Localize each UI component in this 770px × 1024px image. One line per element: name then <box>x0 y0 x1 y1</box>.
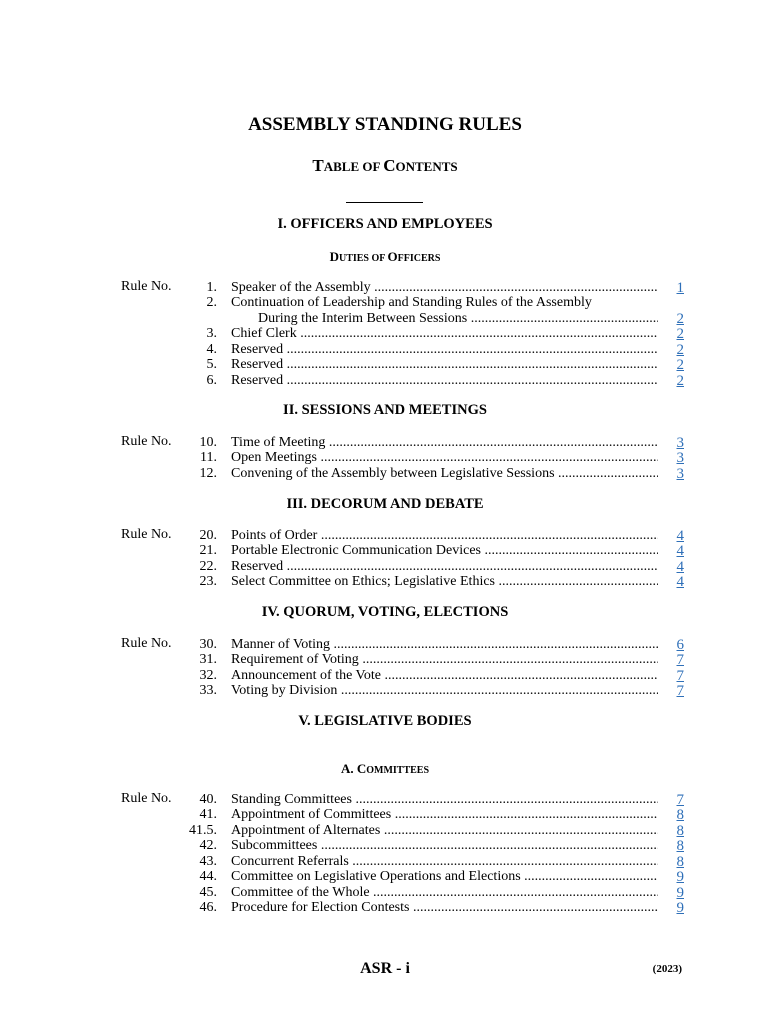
toc-row <box>0 900 770 916</box>
toc-heading-cap-c: C <box>383 156 396 175</box>
page-link[interactable]: 1 <box>676 280 684 296</box>
rule-number: 4. <box>206 342 217 357</box>
page-link[interactable]: 3 <box>676 435 684 451</box>
page-link[interactable]: 7 <box>676 652 684 668</box>
page-link[interactable]: 3 <box>676 466 684 482</box>
rule-number: 12. <box>199 466 217 481</box>
rule-no-label: Rule No. <box>121 791 172 806</box>
rule-number: 22. <box>199 559 217 574</box>
rule-title: Points of Order ..... <box>231 528 658 544</box>
rule-title: Committee of the Whole ..... <box>231 885 658 901</box>
toc-row <box>0 311 770 327</box>
rule-number: 40. <box>199 792 217 807</box>
rule-title: Reserved ..... <box>231 559 658 575</box>
subheading-small: OMMITTEES <box>366 765 430 776</box>
rule-title: Requirement of Voting ..... <box>231 652 658 668</box>
subheading-letter: A. <box>340 761 357 776</box>
toc-row <box>0 823 770 839</box>
rule-title: Standing Committees ..... <box>231 792 658 808</box>
rule-no-label: Rule No. <box>121 434 172 449</box>
rule-number: 45. <box>199 885 217 900</box>
page-link[interactable]: 3 <box>676 450 684 466</box>
rule-title: Concurrent Referrals ..... <box>231 854 658 870</box>
toc-row <box>0 637 770 653</box>
toc-row <box>0 668 770 684</box>
rule-title: Committee on Legislative Operations and Elections ..... <box>231 869 658 885</box>
rule-title: Time of Meeting ..... <box>231 435 658 451</box>
rule-title: Appointment of Alternates ..... <box>231 823 658 839</box>
rule-number: 41. <box>199 807 217 822</box>
rule-title: Announcement of the Vote ..... <box>231 668 658 684</box>
page-link[interactable]: 2 <box>676 326 684 342</box>
rule-title: Portable Electronic Communication Devices ..... <box>231 543 658 559</box>
subheading-small-2: FFICERS <box>397 253 441 264</box>
page-link[interactable]: 4 <box>676 543 684 559</box>
page-link[interactable]: 4 <box>676 559 684 575</box>
rule-title: Subcommittees ..... <box>231 838 658 854</box>
subheading-cap-d: D <box>329 249 339 264</box>
toc-row <box>0 435 770 451</box>
page-link[interactable]: 7 <box>676 792 684 808</box>
document-title: ASSEMBLY STANDING RULES <box>248 114 522 135</box>
rule-number: 21. <box>199 543 217 558</box>
rule-number: 32. <box>199 668 217 683</box>
rule-number: 41.5. <box>189 823 217 838</box>
toc-row <box>0 326 770 342</box>
section-heading-5: V. LEGISLATIVE BODIES <box>298 713 472 729</box>
section-heading-4: IV. QUORUM, VOTING, ELECTIONS <box>261 604 509 620</box>
rule-title: Continuation of Leadership and Standing Rules of the Assembly <box>231 295 592 310</box>
rule-number: 42. <box>199 838 217 853</box>
rule-title: Manner of Voting ..... <box>231 637 658 653</box>
toc-row <box>0 466 770 482</box>
rule-number: 30. <box>199 637 217 652</box>
rule-title: Convening of the Assembly between Legislative Sessions ..... <box>231 466 658 482</box>
page-link[interactable]: 8 <box>676 838 684 854</box>
rule-number: 3. <box>206 326 217 341</box>
toc-row <box>0 885 770 901</box>
page-link[interactable]: 2 <box>676 311 684 327</box>
toc-row <box>0 450 770 466</box>
page-number-label: ASR - i <box>360 960 410 977</box>
rule-no-label: Rule No. <box>121 527 172 542</box>
rule-title: Select Committee on Ethics; Legislative Ethics ..... <box>231 574 658 590</box>
toc-row <box>0 280 770 296</box>
toc-row <box>0 807 770 823</box>
rule-number: 20. <box>199 528 217 543</box>
subheading-small-1: UTIES OF <box>338 253 388 264</box>
toc-heading-small-1: ABLE OF <box>323 159 384 174</box>
toc-row <box>0 869 770 885</box>
page-link[interactable]: 9 <box>676 900 684 916</box>
rule-title-continued: During the Interim Between Sessions ..... <box>258 311 658 327</box>
page-link[interactable]: 7 <box>676 683 684 699</box>
page-link[interactable]: 2 <box>676 342 684 358</box>
rule-no-label: Rule No. <box>121 279 172 294</box>
toc-row <box>0 652 770 668</box>
subheading-committees <box>0 761 770 777</box>
section-heading-3: III. DECORUM AND DEBATE <box>286 496 484 512</box>
rule-number: 33. <box>199 683 217 698</box>
rule-number: 10. <box>199 435 217 450</box>
toc-row <box>0 574 770 590</box>
rule-title: Reserved ..... <box>231 342 658 358</box>
title-divider <box>346 202 423 203</box>
rule-number: 44. <box>199 869 217 884</box>
page-link[interactable]: 4 <box>676 528 684 544</box>
rule-no-label: Rule No. <box>121 636 172 651</box>
rule-title: Appointment of Committees ..... <box>231 807 658 823</box>
page-link[interactable]: 6 <box>676 637 684 653</box>
toc-row <box>0 342 770 358</box>
toc-row <box>0 543 770 559</box>
page-link[interactable]: 9 <box>676 885 684 901</box>
rule-title: Procedure for Election Contests ..... <box>231 900 658 916</box>
rule-title: Chief Clerk ..... <box>231 326 658 342</box>
rule-number: 2. <box>206 295 217 310</box>
rule-title: Reserved ..... <box>231 357 658 373</box>
rule-number: 43. <box>199 854 217 869</box>
rule-title: Open Meetings ..... <box>231 450 658 466</box>
rule-title: Voting by Division ..... <box>231 683 658 699</box>
rule-number: 5. <box>206 357 217 372</box>
toc-heading-small-2: ONTENTS <box>395 159 458 174</box>
rule-title: Speaker of the Assembly ..... <box>231 280 658 296</box>
toc-row <box>0 373 770 389</box>
edition-year: (2023) <box>652 963 682 975</box>
toc-row <box>0 295 770 311</box>
toc-row <box>0 854 770 870</box>
page-link[interactable]: 7 <box>676 668 684 684</box>
toc-row <box>0 559 770 575</box>
rule-number: 46. <box>199 900 217 915</box>
section-heading-2: II. SESSIONS AND MEETINGS <box>283 402 487 418</box>
toc-heading-cap-t: T <box>312 156 324 175</box>
toc-heading <box>0 156 770 176</box>
page-link[interactable]: 9 <box>676 869 684 885</box>
toc-row <box>0 838 770 854</box>
toc-row <box>0 357 770 373</box>
rule-number: 23. <box>199 574 217 589</box>
page-link[interactable]: 8 <box>676 823 684 839</box>
toc-row <box>0 792 770 808</box>
section-heading-1: I. OFFICERS AND EMPLOYEES <box>277 216 493 232</box>
page-link[interactable]: 4 <box>676 574 684 590</box>
subheading-duties-of-officers <box>0 249 770 265</box>
page-link[interactable]: 8 <box>676 854 684 870</box>
page-link[interactable]: 2 <box>676 357 684 373</box>
rule-number: 31. <box>199 652 217 667</box>
toc-row <box>0 528 770 544</box>
page-link[interactable]: 8 <box>676 807 684 823</box>
rule-number: 11. <box>200 450 217 465</box>
page-link[interactable]: 2 <box>676 373 684 389</box>
rule-number: 1. <box>206 280 217 295</box>
subheading-cap-c: C <box>356 761 367 776</box>
toc-row <box>0 683 770 699</box>
subheading-cap-o: O <box>387 249 398 264</box>
rule-number: 6. <box>206 373 217 388</box>
rule-title: Reserved ..... <box>231 373 658 389</box>
